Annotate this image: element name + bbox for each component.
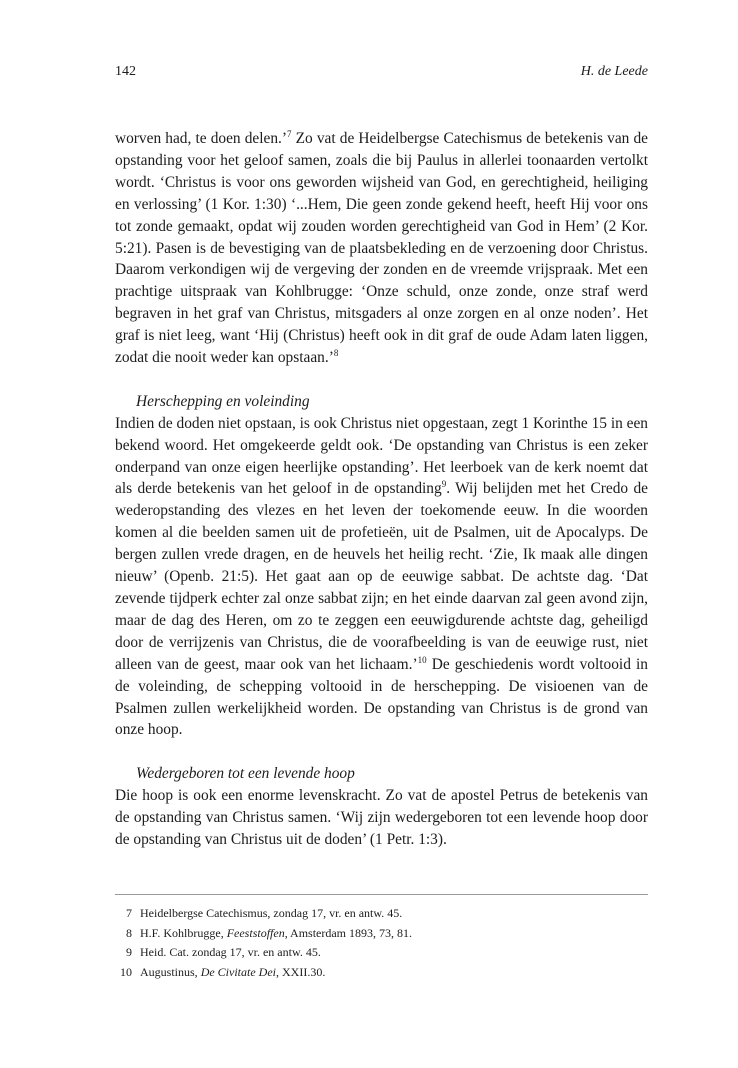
footnote-text: [140, 963, 325, 983]
footnote-divider: [115, 894, 648, 895]
paragraph-2-text-c: De geschiedenis wordt voltooid in de voleinding, de schepping voltooid in de herschepping. De visioenen van de Psalmen zullen werkelijkheid worden. De opstanding van Christus is de grond van onze hoop.: [115, 655, 648, 739]
footnote-number: 10: [120, 964, 132, 979]
paragraph-1: [115, 128, 648, 369]
footnote-10: [115, 963, 648, 983]
footnote-ref-10: 10: [417, 654, 427, 665]
footnote-7: [115, 904, 648, 924]
paragraph-3: Die hoop is ook een enorme levenskracht. Zo vat de apostel Petrus de betekenis van de opstanding van Christus samen. ‘Wij zijn wedergeboren tot een levende hoop door de opstanding van Christus uit de doden’ (1 Petr. 1:3).: [115, 787, 648, 848]
footnote-text-post: , XXII.30.: [276, 964, 326, 979]
running-head: H. de Leede: [580, 64, 648, 79]
section-heading-wedergeboren: Wedergeboren tot een levende hoop: [136, 765, 355, 783]
footnote-title: De Civitate Dei: [200, 964, 276, 979]
footnote-number: 7: [126, 906, 132, 920]
footnote-title: Feeststoffen: [226, 925, 285, 940]
footnote-ref-9: 9: [441, 479, 447, 490]
footnote-number: 9: [126, 945, 132, 960]
footnote-number: 8: [126, 925, 132, 940]
footnotes: [115, 904, 648, 982]
paragraph-1-text-a: worven had, te doen delen.’: [115, 130, 288, 147]
footnote-ref-7: 7: [287, 129, 292, 139]
footnote-text-pre: Augustinus,: [140, 964, 201, 979]
paragraph-1-text-b: Zo vat de Heidelbergse Catechismus de betekenis van de opstanding voor het geloof samen, zoals die bij Paulus in allerlei toonaarden vertolkt wordt. ‘Christus is voor ons geworden wijsheid van God, en gerechtigheid, heiliging en verlossing’ (1 Kor. 1:30) ‘...Hem, Die geen zonde gekend heeft, heeft Hij voor ons tot zonde gemaakt, opdat wij zouden worden gerechtigheid van God in Hem’ (2 Kor. 5:21). Pasen is de bevestiging van de plaatsbekleding en de verzoening door Christus. Daarom verkondigen wij de vergeving der zonden en de vreemde vrijspraak. Met een prachtige uitspraak van Kohlbrugge: ‘Onze schuld, onze zonde, onze straf werd begraven in het graf van Christus, mitsgaders al onze zorgen en al onze noden’. Het graf is niet leeg, want ‘Hij (Christus) heeft ook in dit graf de oude Adam laten liggen, zodat die nooit weder kan opstaan.’: [115, 130, 648, 367]
footnote-9: [115, 943, 648, 963]
footnote-text: Heid. Cat. zondag 17, vr. en antw. 45.: [140, 945, 321, 960]
footnote-8: [115, 924, 648, 944]
section-heading-herschepping: Herschepping en voleinding: [136, 392, 310, 410]
footnote-text: [140, 924, 412, 944]
footnote-ref-8: 8: [333, 348, 339, 359]
footnote-text: Heidelbergse Catechismus, zondag 17, vr. en antw. 45.: [140, 906, 403, 920]
paragraph-2: [115, 413, 648, 742]
body-text: [115, 128, 648, 851]
paragraph-2-text-a: Indien de doden niet opstaan, is ook Christus niet opgestaan, zegt 1 Korinthe 15 in een bekend woord. Het omgekeerde geldt ook. ‘De opstanding van Christus is een zeker onderpand van onze eigen heerlijke opstanding’. Het leerboek van de kerk noemt dat als derde betekenis van het geloof in de opstanding: [115, 414, 648, 498]
page-number: 142: [115, 64, 136, 79]
page-header: [115, 64, 648, 84]
footnote-text-post: , Amsterdam 1893, 73, 81.: [284, 925, 413, 940]
footnote-text-pre: H.F. Kohlbrugge,: [140, 925, 227, 940]
paragraph-2-text-b: . Wij belijden met het Credo de wederopstanding des vlezes en het leven der toekomende eeuw. In die woorden komen al die beelden samen uit de profetieën, uit de Psalmen, uit de Apocalyps. De bergen zullen vrede dragen, en de heuvels het heilig recht. ‘Zie, Ik maak alle dingen nieuw’ (Openb. 21:5). Het gaat aan op de eeuwige sabbat. De achtste dag. ‘Dat zevende tijdperk echter zal onze sabbat zijn; en het einde daarvan zal geen avond zijn, maar de dag des Heren, om zo te zeggen een eeuwigdurende achtste dag, geheiligd door de verrijzenis van Christus, die de voorafbeelding is van de eeuwige rust, niet alleen van de geest, maar ook van het lichaam.’: [115, 480, 648, 673]
